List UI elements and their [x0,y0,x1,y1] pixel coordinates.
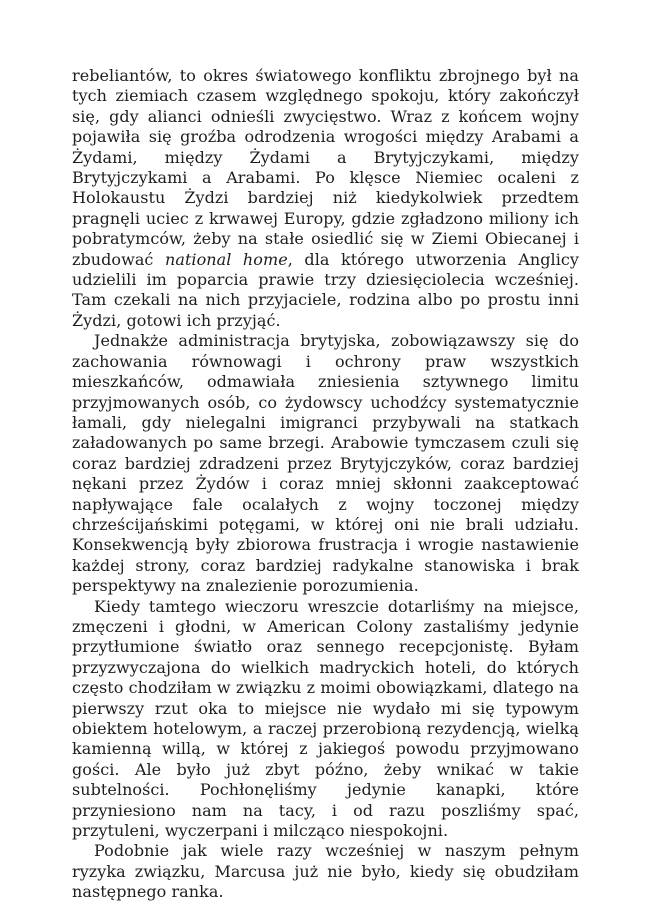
paragraph-1-italic-phrase: national home [165,249,288,269]
paragraph-2: Jednakże administracja brytyjska, zobowiązawszy się do zachowania równowagi i ochrony praw wszystkich mieszkańców, odmawiała zniesienia sztywnego limitu przyjmowanych osób, co żydowscy uchodźcy systematycznie łamali, gdy nielegalni imigranci przybywali na statkach załadowanych po same brzegi. Arabowie tymczasem czuli się coraz bardziej zdradzeni przez Brytyjczyków, coraz bardziej nękani przez Żydów i coraz mniej skłonni zaakceptować napływające fale ocalałych z wojny toczonej między chrześcijańskimi potęgami, w której oni nie brali udziału. Konsekwencją były zbiorowa frustracja i wrogie nastawienie każdej strony, coraz bardziej radykalne stanowiska i brak perspektywy na znalezienie porozumienia. [72,331,579,596]
paragraph-continuation [72,66,579,331]
paragraph-1-text-after: , dla którego utworzenia Anglicy udzielili im poparcia prawie trzy dziesięciolecia wcześniej. Tam czekali na nich przyjaciele, rodzina albo po prostu inni Żydzi, gotowi ich przyjąć. [72,249,579,330]
text-block [72,66,579,903]
paragraph-1-text-before: rebeliantów, to okres światowego konfliktu zbrojnego był na tych ziemiach czasem względnego spokoju, który zakończył się, gdy alianci odnieśli zwycięstwo. Wraz z końcem wojny pojawiła się groźba odrodzenia wrogości między Arabami a Żydami, między Żydami a Brytyjczykami, między Brytyjczykami a Arabami. Po klęsce Niemiec ocaleni z Holokaustu Żydzi bardziej niż kiedykolwiek przedtem pragnęli uciec z krwawej Europy, gdzie zgładzono miliony ich pobratymców, żeby na stałe osiedlić się w Ziemi Obiecanej i zbudować [72,66,579,269]
paragraph-3: Kiedy tamtego wieczoru wreszcie dotarliśmy na miejsce, zmęczeni i głodni, w American Colony zastaliśmy jedynie przytłumione światło oraz sennego recepcjonistę. Byłam przyzwyczajona do wielkich madryckich hoteli, do których często chodziłam w związku z moimi obowiązkami, dlatego na pierwszy rzut oka to miejsce nie wydało mi się typowym obiektem hotelowym, a raczej przerobioną rezydencją, wielką kamienną willą, w której z jakiegoś powodu przyjmowano gości. Ale było już zbyt późno, żeby wnikać w takie subtelności. Pochłonęliśmy jedynie kanapki, które przyniesiono nam na tacy, i od razu poszliśmy spać, przytuleni, wyczerpani i milcząco niespokojni. [72,596,579,841]
paragraph-4: Podobnie jak wiele razy wcześniej w naszym pełnym ryzyka związku, Marcusa już nie było, kiedy się obudziłam następnego ranka. [72,841,579,902]
